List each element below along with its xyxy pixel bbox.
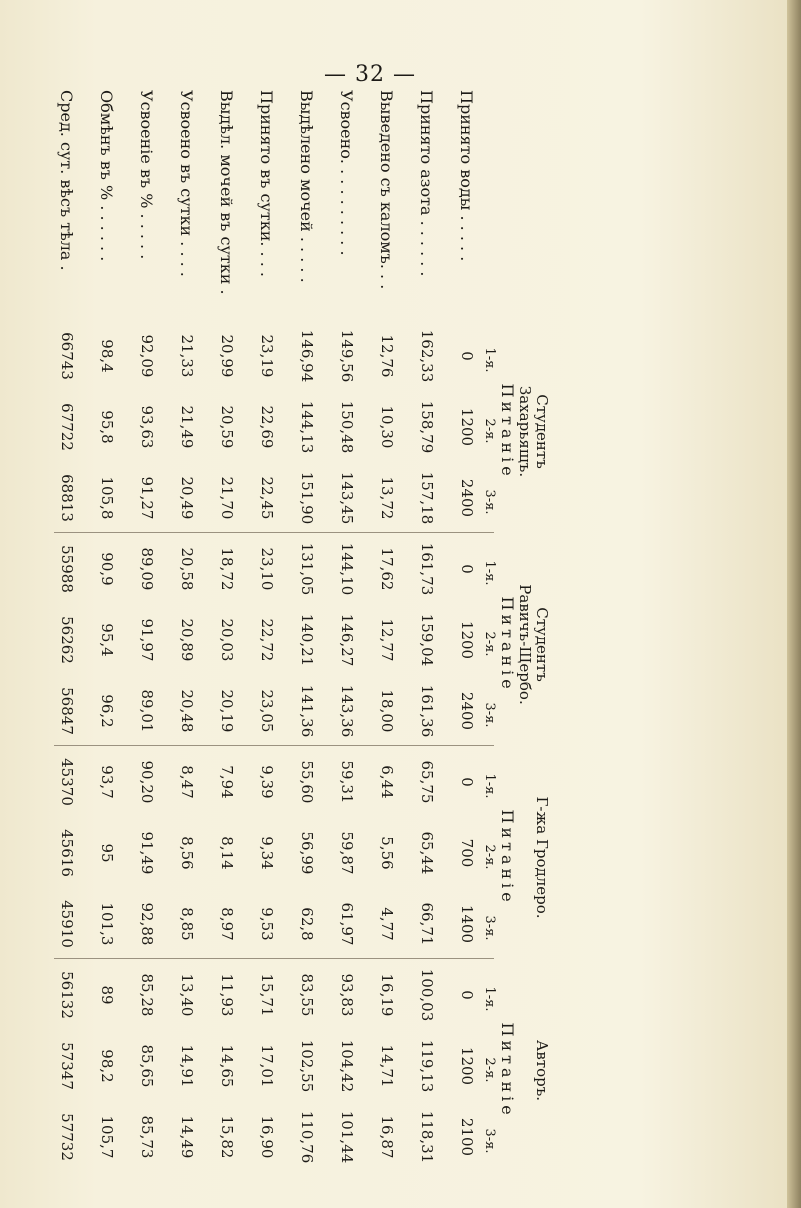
table-cell: 159,04: [418, 613, 436, 667]
day-label: 1-я.: [482, 560, 497, 586]
subject-name: [533, 751, 550, 964]
subject-name: [533, 964, 550, 1177]
table-cell: 20,19: [218, 689, 236, 733]
table-cell: 2100: [458, 1117, 476, 1157]
table-cell: 57347: [58, 1042, 76, 1090]
table-row: [50, 90, 76, 1190]
table-cell: 14,49: [178, 1115, 196, 1159]
table-row: [450, 90, 476, 1190]
table-cell: 90,20: [138, 760, 156, 804]
table-cell: 18,00: [378, 689, 396, 733]
table-cell: 66,71: [418, 902, 436, 946]
table-row: [330, 90, 356, 1190]
table-cell: 16,90: [258, 1115, 276, 1159]
row-label: Выведено съ каломъ. . .: [377, 90, 396, 290]
page-number: — 32 —: [324, 62, 416, 87]
rotated-table-body: [40, 90, 550, 1190]
table-cell: 105,8: [98, 476, 116, 520]
diet-label: Питаніе: [498, 596, 517, 693]
table-cell: 45370: [58, 758, 76, 806]
row-label: Усвоено. . . . . . . . . .: [337, 90, 356, 256]
table-cell: 20,48: [178, 689, 196, 733]
subject-name-line: Студентъ: [533, 607, 551, 682]
table-row: [250, 90, 276, 1190]
day-label: 2-я.: [482, 1057, 497, 1083]
table-row: [370, 90, 396, 1190]
table-cell: 140,21: [298, 613, 316, 667]
table-cell: 7,94: [218, 765, 236, 799]
table-cell: 4,77: [378, 907, 396, 941]
table-cell: 66743: [58, 332, 76, 380]
row-label: Выдѣл. мочей въ сутки .: [217, 90, 236, 295]
table-cell: 110,76: [298, 1110, 316, 1164]
table-cell: 13,72: [378, 476, 396, 520]
table-cell: 150,48: [338, 400, 356, 454]
subject-name-line: Захарьящъ.: [516, 385, 534, 478]
table-cell: 95: [98, 843, 116, 863]
table-cell: 102,55: [298, 1039, 316, 1093]
table-cell: 93,63: [138, 405, 156, 449]
table-row: [90, 90, 116, 1190]
table-cell: 62,8: [298, 907, 316, 941]
table-cell: 23,05: [258, 689, 276, 733]
table-cell: 56132: [58, 971, 76, 1019]
subject-name-line: Студентъ: [533, 394, 551, 469]
table-cell: 90,9: [98, 552, 116, 586]
table-cell: 149,56: [338, 329, 356, 383]
table-cell: 59,31: [338, 760, 356, 804]
table-cell: 146,27: [338, 613, 356, 667]
subject-header: [482, 964, 551, 1177]
day-label: 3-я.: [482, 489, 497, 515]
row-label: Усвоеніе въ % . . . . .: [137, 90, 156, 260]
table-cell: 144,13: [298, 400, 316, 454]
table-cell: 2400: [458, 478, 476, 518]
table-cell: 157,18: [418, 471, 436, 525]
subject-name: [516, 538, 550, 751]
table-cell: 101,3: [98, 902, 116, 946]
table-cell: 20,59: [218, 405, 236, 449]
table-cell: 11,93: [218, 973, 236, 1017]
table-cell: 92,09: [138, 334, 156, 378]
table-cell: 65,44: [418, 831, 436, 875]
table-cell: 14,91: [178, 1044, 196, 1088]
table-cell: 16,87: [378, 1115, 396, 1159]
table-cell: 12,77: [378, 618, 396, 662]
table-cell: 1200: [458, 407, 476, 447]
table-cell: 89,01: [138, 689, 156, 733]
table-cell: 141,36: [298, 684, 316, 738]
table-cell: 56,99: [298, 831, 316, 875]
table-cell: 95,8: [98, 410, 116, 444]
table-cell: 20,89: [178, 618, 196, 662]
table-cell: 56847: [58, 687, 76, 735]
table-cell: 23,19: [258, 334, 276, 378]
day-label: 3-я.: [482, 702, 497, 728]
table-row: [290, 90, 316, 1190]
table-cell: 98,4: [98, 339, 116, 373]
table-cell: 20,99: [218, 334, 236, 378]
subject-name-line: Авторъ.: [533, 1039, 551, 1102]
table-cell: 6,44: [378, 765, 396, 799]
table-cell: 16,19: [378, 973, 396, 1017]
table-cell: 151,90: [298, 471, 316, 525]
table-cell: 104,42: [338, 1039, 356, 1093]
table-cell: 85,73: [138, 1115, 156, 1159]
table-cell: 18,72: [218, 547, 236, 591]
day-label: 1-я.: [482, 773, 497, 799]
subject-header: [482, 751, 551, 964]
row-label: Усвоено въ сутки . . . .: [177, 90, 196, 277]
table-cell: 10,30: [378, 405, 396, 449]
table-cell: 162,33: [418, 329, 436, 383]
subject-name-line: Г-жа Гродлеро.: [533, 796, 551, 919]
table-cell: 98,2: [98, 1049, 116, 1083]
row-label: Принято въ сутки. . . .: [257, 90, 276, 277]
diet-label: Питаніе: [498, 1022, 517, 1119]
table-cell: 95,4: [98, 623, 116, 657]
table-cell: 105,7: [98, 1115, 116, 1159]
table-cell: 45910: [58, 900, 76, 948]
table-cell: 21,49: [178, 405, 196, 449]
table-cell: 20,49: [178, 476, 196, 520]
table-cell: 14,65: [218, 1044, 236, 1088]
table-cell: 17,62: [378, 547, 396, 591]
table-cell: 158,79: [418, 400, 436, 454]
table-cell: 1400: [458, 904, 476, 944]
row-label: Сред. сут. вѣсъ тѣла .: [57, 90, 76, 271]
table-cell: 118,31: [418, 1110, 436, 1164]
table-cell: 45616: [58, 829, 76, 877]
table-cell: 85,65: [138, 1044, 156, 1088]
table-cell: 143,36: [338, 684, 356, 738]
table-cell: 55,60: [298, 760, 316, 804]
table-cell: 8,56: [178, 836, 196, 870]
table-cell: 22,72: [258, 618, 276, 662]
table-row: [210, 90, 236, 1190]
day-label: 1-я.: [482, 986, 497, 1012]
table-cell: 131,05: [298, 542, 316, 596]
nitrogen-balance-table: [40, 90, 560, 1190]
table-cell: 0: [458, 564, 476, 574]
row-label: Обмѣнъ въ % . . . . . .: [97, 90, 116, 262]
table-cell: 9,39: [258, 765, 276, 799]
table-cell: 146,94: [298, 329, 316, 383]
table-cell: 89: [98, 985, 116, 1005]
row-label: Выдѣлено мочей . . . . .: [297, 90, 316, 283]
page-edge-shadow: [787, 0, 801, 1208]
table-cell: 161,36: [418, 684, 436, 738]
table-cell: 23,10: [258, 547, 276, 591]
table-cell: 57732: [58, 1113, 76, 1161]
table-cell: 96,2: [98, 694, 116, 728]
table-cell: 8,14: [218, 836, 236, 870]
table-cell: 59,87: [338, 831, 356, 875]
table-cell: 20,03: [218, 618, 236, 662]
table-cell: 1200: [458, 1046, 476, 1086]
table-cell: 93,83: [338, 973, 356, 1017]
table-cell: 21,33: [178, 334, 196, 378]
subject-header: [482, 325, 551, 538]
table-cell: 13,40: [178, 973, 196, 1017]
day-label: 2-я.: [482, 418, 497, 444]
table-cell: 61,97: [338, 902, 356, 946]
table-cell: 68813: [58, 474, 76, 522]
table-cell: 93,7: [98, 765, 116, 799]
table-cell: 22,45: [258, 476, 276, 520]
table-cell: 5,56: [378, 836, 396, 870]
table-cell: 91,97: [138, 618, 156, 662]
subject-name: [516, 325, 550, 538]
table-row: [170, 90, 196, 1190]
table-cell: 2400: [458, 691, 476, 731]
table-cell: 0: [458, 777, 476, 787]
day-label: 3-я.: [482, 1128, 497, 1154]
table-cell: 161,73: [418, 542, 436, 596]
table-cell: 700: [458, 838, 476, 868]
day-label: 3-я.: [482, 915, 497, 941]
table-cell: 65,75: [418, 760, 436, 804]
table-cell: 12,76: [378, 334, 396, 378]
table-cell: 91,49: [138, 831, 156, 875]
table-cell: 0: [458, 351, 476, 361]
table-cell: 8,85: [178, 907, 196, 941]
table-cell: 8,47: [178, 765, 196, 799]
table-cell: 15,71: [258, 973, 276, 1017]
table-cell: 0: [458, 990, 476, 1000]
diet-label: Питаніе: [498, 809, 517, 906]
table-cell: 56262: [58, 616, 76, 664]
day-label: 1-я.: [482, 347, 497, 373]
table-row: [130, 90, 156, 1190]
table-cell: 55988: [58, 545, 76, 593]
table-cell: 143,45: [338, 471, 356, 525]
table-cell: 9,34: [258, 836, 276, 870]
table-cell: 21,70: [218, 476, 236, 520]
day-label: 2-я.: [482, 844, 497, 870]
table-cell: 67722: [58, 403, 76, 451]
row-label: Принято азота . . . . . .: [417, 90, 436, 277]
table-cell: 85,28: [138, 973, 156, 1017]
table-cell: 144,10: [338, 542, 356, 596]
table-cell: 92,88: [138, 902, 156, 946]
table-cell: 1200: [458, 620, 476, 660]
table-cell: 101,44: [338, 1110, 356, 1164]
table-cell: 83,55: [298, 973, 316, 1017]
row-label: Принято воды . . . . .: [457, 90, 476, 262]
table-cell: 100,03: [418, 968, 436, 1022]
day-label: 2-я.: [482, 631, 497, 657]
diet-label: Питаніе: [498, 383, 517, 480]
subject-name-line: Равичъ-Щербо.: [516, 584, 534, 705]
table-cell: 22,69: [258, 405, 276, 449]
table-cell: 15,82: [218, 1115, 236, 1159]
subject-header: [482, 538, 551, 751]
table-cell: 91,27: [138, 476, 156, 520]
table-cell: 20,58: [178, 547, 196, 591]
table-cell: 14,71: [378, 1044, 396, 1088]
table-cell: 119,13: [418, 1039, 436, 1093]
table-cell: 89,09: [138, 547, 156, 591]
table-cell: 17,01: [258, 1044, 276, 1088]
table-row: [410, 90, 436, 1190]
table-cell: 9,53: [258, 907, 276, 941]
table-cell: 8,97: [218, 907, 236, 941]
